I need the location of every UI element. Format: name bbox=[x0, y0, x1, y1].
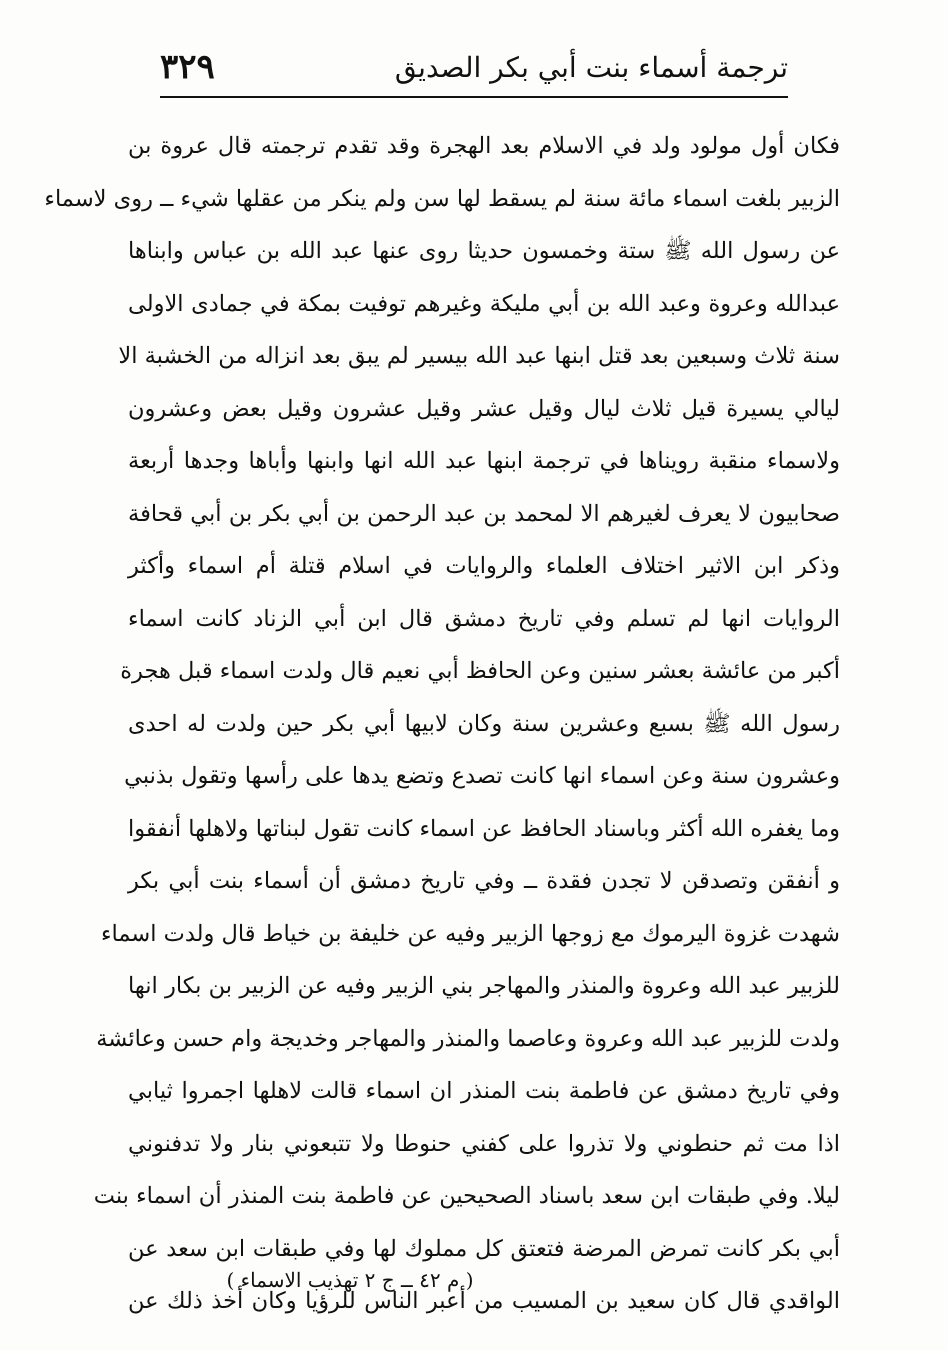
running-title: ترجمة أسماء بنت أبي بكر الصديق bbox=[394, 50, 788, 84]
text-line: أكبر من عائشة بعشر سنين وعن الحافظ أبي نعيم قال ولدت اسماء قبل هجرة bbox=[120, 658, 840, 684]
text-line: الزبير بلغت اسماء مائة سنة لم يسقط لها سن ولم ينكر من عقلها شيء ــ روى لاسماء bbox=[44, 185, 840, 212]
text-line: ولاسماء منقبة رويناها في ترجمة ابنها عبد الله انها وابنها وأباها وجدها أربعة bbox=[128, 448, 840, 474]
text-line: اذا مت ثم حنطوني ولا تذروا على كفني حنوطا ولا تتبعوني بنار ولا تدفنوني bbox=[128, 1130, 840, 1157]
text-line: وعشرون سنة وعن اسماء انها كانت تصدع وتضع يدها على رأسها وتقول بذنبي bbox=[124, 763, 840, 789]
body-text bbox=[44, 120, 840, 1328]
text-line: وفي تاريخ دمشق عن فاطمة بنت المنذر ان اسماء قالت لاهلها اجمروا ثيابي bbox=[128, 1078, 840, 1104]
text-line: ولدت للزبير عبد الله وعروة وعاصما والمنذر والمهاجر وخديجة وام حسن وعائشة bbox=[96, 1025, 840, 1052]
page-number: ٣٢٩ bbox=[160, 47, 215, 87]
text-line: عبدالله وعروة وعبد الله بن أبي مليكة وغيرهم توفيت بمكة في جمادى الاولى bbox=[128, 290, 840, 317]
text-line: الروايات انها لم تسلم وفي تاريخ دمشق قال ابن أبي الزناد كانت اسماء bbox=[128, 605, 840, 632]
text-line: رسول الله ﷺ بسبع وعشرين سنة وكان لابيها أبي بكر حين ولدت له احدى bbox=[128, 710, 840, 737]
page-header bbox=[160, 38, 788, 98]
text-line: للزبير عبد الله وعروة والمنذر والمهاجر بني الزبير وفيه عن الزبير بن بكار انها bbox=[128, 973, 840, 999]
text-line: عن رسول الله ﷺ ستة وخمسون حديثا روى عنها عبد الله بن عباس وابناها bbox=[128, 238, 840, 264]
text-line: الواقدي قال كان سعيد بن المسيب من أعبر الناس للرؤيا وكان أخذ ذلك عن bbox=[128, 1288, 840, 1314]
text-line: و أنفقن وتصدقن لا تجدن فقدة ــ وفي تاريخ دمشق أن أسماء بنت أبي بكر bbox=[128, 868, 840, 894]
text-line: صحابيون لا يعرف لغيرهم الا لمحمد بن عبد الرحمن بن أبي بكر بن أبي قحافة bbox=[128, 500, 840, 527]
text-line: سنة ثلاث وسبعين بعد قتل ابنها عبد الله بيسير لم يبق بعد انزاله من الخشبة الا bbox=[118, 343, 840, 369]
text-line: وذكر ابن الاثير اختلاف العلماء والروايات في اسلام قتلة أم اسماء وأكثر bbox=[128, 553, 840, 579]
text-line: شهدت غزوة اليرموك مع زوجها الزبير وفيه عن خليفة بن خياط قال ولدت اسماء bbox=[100, 920, 840, 947]
text-line: ليالي يسيرة قيل ثلاث ليال وقيل عشر وقيل عشرون وقيل بعض وعشرون bbox=[128, 395, 840, 422]
text-line: أبي بكر كانت تمرض المرضة فتعتق كل مملوك لها وفي طبقات ابن سعد عن bbox=[128, 1235, 840, 1262]
text-line: فكان أول مولود ولد في الاسلام بعد الهجرة وقد تقدم ترجمته قال عروة بن bbox=[128, 133, 840, 159]
text-line: ليلا. وفي طبقات ابن سعد باسناد الصحيحين عن فاطمة بنت المنذر أن اسماء بنت bbox=[93, 1183, 840, 1209]
signature-mark: ( م ٤٢ ــ ج ٢ تهذيب الاسماء ) bbox=[226, 1268, 474, 1292]
text-line: وما يغفره الله أكثر وباسناد الحافظ عن اسماء كانت تقول لبناتها ولاهلها أنفقوا bbox=[128, 815, 840, 842]
